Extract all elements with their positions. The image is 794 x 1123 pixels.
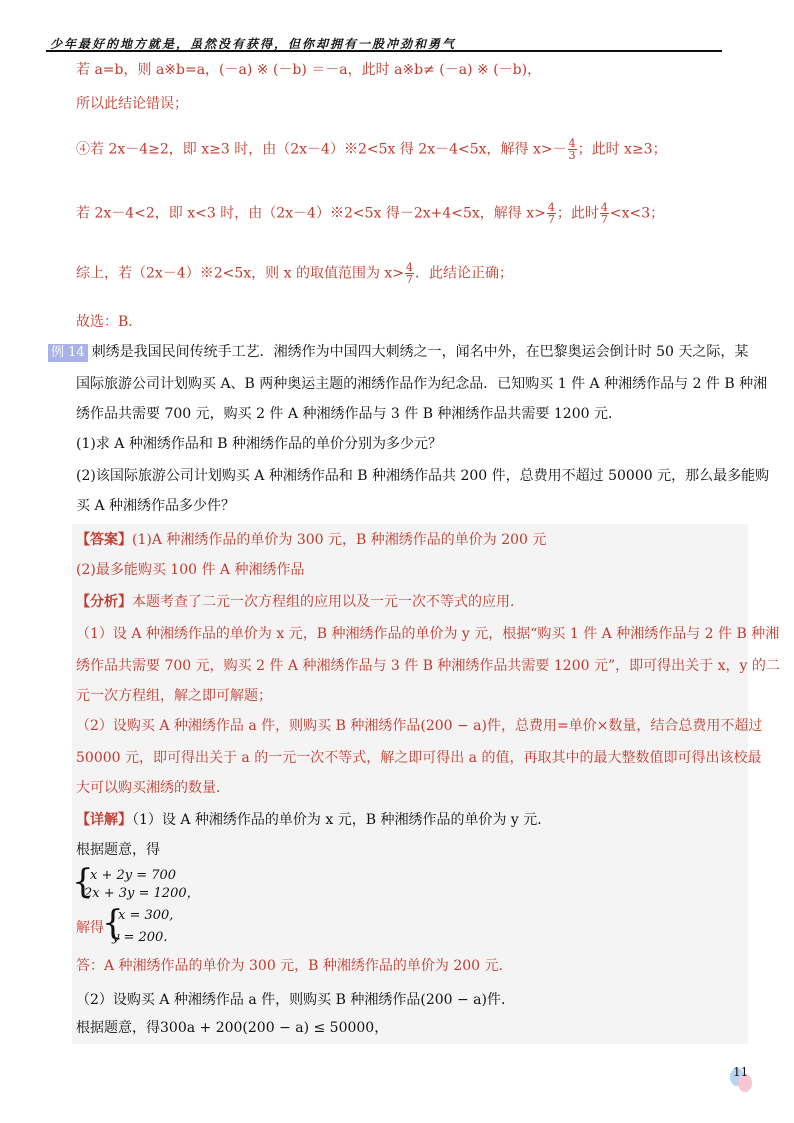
text-line: （2）设购买 A 种湘绣作品 a 件，则购买 B 种湘绣作品(200 − a)件，总费用=单价×数量，结合总费用不超过 xyxy=(76,718,763,734)
text-line: 元一次方程组，解之即可解题； xyxy=(76,688,272,704)
denominator: 7 xyxy=(547,213,555,226)
text-line: (2)最多能购买 100 件 A 种湘绣作品 xyxy=(76,562,305,578)
text-line xyxy=(76,262,513,285)
denominator: 3 xyxy=(568,149,576,162)
text-span: 综上，若（2x－4）※2<5x，则 x 的取值范围为 x> xyxy=(76,265,405,282)
denominator: 7 xyxy=(406,273,414,286)
left-brace: { xyxy=(72,862,94,902)
header-rule xyxy=(46,50,722,52)
text-span: 刺绣是我国民间传统手工艺．湘绣作为中国四大刺绣之一，闻名中外，在巴黎奥运会倒计时 50 天之际，某 xyxy=(91,344,749,360)
detail-label: 【详解】 xyxy=(76,812,132,828)
detail-line xyxy=(76,810,551,830)
text-line: 绣作品共需要 700 元，购买 2 件 A 种湘绣作品与 3 件 B 种湘绣作品共需要 1200 元”，即可得出关于 x，y 的二 xyxy=(76,658,780,674)
text-line xyxy=(76,138,667,161)
text-line: 大可以购买湘绣的数量． xyxy=(76,780,230,796)
answer-label: 【答案】 xyxy=(76,532,132,548)
example-tag: 例 14 xyxy=(48,344,88,362)
numerator: 4 xyxy=(406,261,414,274)
text-line: 根据题意，得 xyxy=(76,842,160,858)
fraction xyxy=(568,138,577,161)
text-span: ．此结论正确； xyxy=(415,265,514,282)
header-motto: 少年最好的地方就是，虽然没有获得，但你却拥有一股冲劲和勇气 xyxy=(50,37,457,51)
text-line: 若 a=b，则 a※b=a，(－a) ※ (－b) ＝－a，此时 a※b≠ (－a) ※ (－b)， xyxy=(76,62,542,78)
text-line: (1)求 A 种湘绣作品和 B 种湘绣作品的单价分别为多少元？ xyxy=(76,436,443,452)
fraction xyxy=(405,262,414,285)
answer-line xyxy=(76,530,546,550)
text-line: 绣作品共需要 700 元，购买 2 件 A 种湘绣作品与 3 件 B 种湘绣作品共需要 1200 元． xyxy=(76,406,622,422)
fraction xyxy=(600,202,609,225)
text-span: ④若 2x－4≥2，即 x≥3 时，由（2x－4）※2<5x 得 2x－4<5x，解得 x>－ xyxy=(76,141,567,158)
numerator: 4 xyxy=(568,137,576,150)
equation-text: 2x + 3y = 1200 xyxy=(84,886,187,901)
text-line: （2）设购买 A 种湘绣作品 a 件，则购买 B 种湘绣作品(200 − a)件． xyxy=(76,992,515,1008)
analysis-label: 【分析】 xyxy=(76,594,132,610)
text-line xyxy=(76,202,664,225)
text-span: 本题考查了二元一次方程组的应用以及一元一次不等式的应用． xyxy=(132,594,524,610)
text-line: (2)该国际旅游公司计划购买 A 种湘绣作品和 B 种湘绣作品共 200 件，总费用不超过 50000 元，那么最多能购 xyxy=(76,468,770,484)
numerator: 4 xyxy=(547,201,555,214)
text-span: ；此时 xyxy=(556,205,599,222)
text-span: ；此时 x≥3； xyxy=(577,141,667,158)
page-number: 11 xyxy=(733,1065,749,1079)
denominator: 7 xyxy=(600,213,608,226)
numerator: 4 xyxy=(600,201,608,214)
analysis-line xyxy=(76,592,524,612)
text-line: 所以此结论错误； xyxy=(76,96,188,112)
equation xyxy=(84,884,200,904)
left-brace: { xyxy=(102,903,124,943)
text-span: 若 2x－4<2，即 x<3 时，由（2x－4）※2<5x 得－2x+4<5x，解得 x> xyxy=(76,205,546,222)
text-line: 答：A 种湘绣作品的单价为 300 元，B 种湘绣作品的单价为 200 元． xyxy=(76,958,513,974)
equation: x + 2y = 700 xyxy=(90,868,177,883)
text-line: 解得 xyxy=(76,920,104,936)
text-line: 买 A 种湘绣作品多少件？ xyxy=(76,498,236,514)
text-line: （1）设 A 种湘绣作品的单价为 x 元，B 种湘绣作品的单价为 y 元，根据“购买 1 件 A 种湘绣作品与 2 件 B 种湘 xyxy=(76,626,780,642)
text-line: 故选：B． xyxy=(76,314,143,330)
text-line: 国际旅游公司计划购买 A、B 两种奥运主题的湘绣作品作为纪念品．已知购买 1 件 A 种湘绣作品与 2 件 B 种湘 xyxy=(76,376,768,392)
fraction xyxy=(547,202,556,225)
equation: y = 200. xyxy=(112,930,168,945)
text-span: (1)A 种湘绣作品的单价为 300 元，B 种湘绣作品的单价为 200 元 xyxy=(132,532,547,548)
equation: x = 300, xyxy=(118,908,174,923)
text-line: 50000 元，即可得出关于 a 的一元一次不等式，解之即可得出 a 的值，再取其中的最大整数值即可得出该校最 xyxy=(76,750,762,766)
equation-comma: ， xyxy=(186,886,200,901)
text-span: <x<3； xyxy=(609,205,665,222)
text-line: 根据题意，得300a + 200(200 − a) ≤ 50000， xyxy=(76,1020,389,1036)
example-line xyxy=(48,342,748,362)
text-span: （1）设 A 种湘绣作品的单价为 x 元，B 种湘绣作品的单价为 y 元． xyxy=(132,812,552,828)
